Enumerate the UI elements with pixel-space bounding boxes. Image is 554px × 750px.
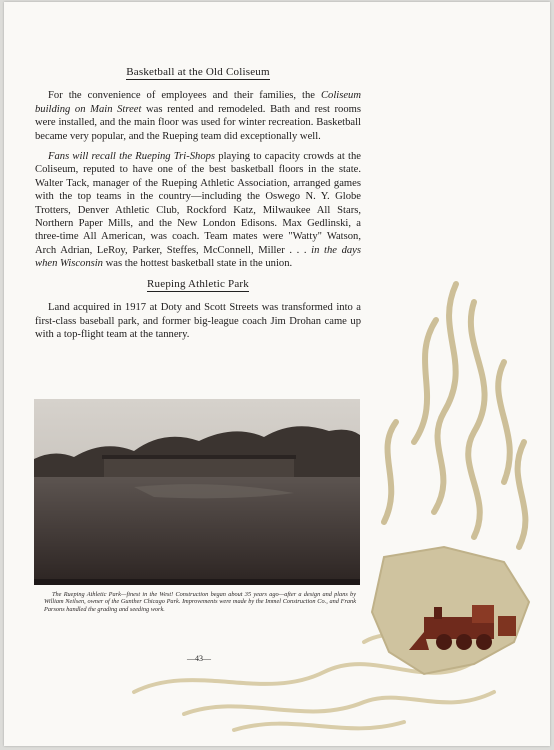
paragraph-coliseum: For the convenience of employees and their families, the Coliseum building on Main Street was rented and remodeled. Bath and rest rooms were installed, and the main floor was used for winter recreation. Basketball became very popular, and the Rueping team did exceptionally well. [35, 90, 361, 142]
photo-caption: The Rueping Athletic Park—finest in the West! Construction began about 35 years ago—after a design and plans by William Neilsen, owner of the Gunther Chicago Park. Improvements were made by the Immel Construction Co., and Frank Parsons handled the grading and seeding work. [44, 591, 356, 613]
paragraph-athletic-park: Land acquired in 1917 at Doty and Scott Streets was transformed into a first-class baseball park, and former big-league coach Jim Drohan came up with a top-flight team at the tannery. [35, 302, 361, 340]
article-text [35, 66, 361, 348]
page-number: —43— [187, 654, 211, 663]
book-page [4, 2, 550, 746]
athletic-park-photo [34, 399, 360, 585]
section-heading-basketball: Basketball at the Old Coliseum [126, 66, 270, 78]
paragraph-tri-shops: Fans will recall the Rueping Tri-Shops playing to capacity crowds at the Coliseum, reputed to have one of the best basketball floors in the state. Walter Tack, manager of the Rueping Athletic Association, arranged games with the top teams in the country—including the Oswego N. Y. Globe Trotters, Denver Athletic Club, Rockford Katz, Milwaukee All Stars, Northern Paper Mills, and the New London Edisons. Max Gedlinski, a three-time All American, was coach. Team mates were "Watty" Watson, Arch Adrian, LeRoy, Parker, Steffes, McConnell, Miller . . . in the days when Wisconsin was the hottest basketball state in the union. [35, 151, 361, 270]
section-heading-athletic-park: Rueping Athletic Park [147, 277, 249, 290]
